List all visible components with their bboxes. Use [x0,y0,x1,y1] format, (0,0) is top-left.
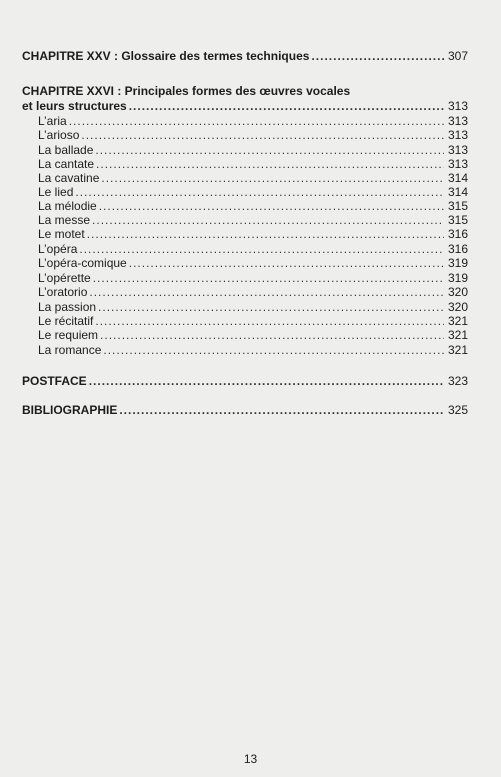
toc-subentry-label: La mélodie [38,199,97,213]
toc-entry-page: 307 [447,49,468,63]
toc-subentry-page: 315 [447,213,468,227]
toc-entry-postface [22,374,468,388]
leader-dots [119,403,444,417]
leader-dots [79,242,444,256]
toc-subentry [38,285,468,299]
toc-subentry-label: L’arioso [38,128,80,142]
toc-subentry [38,143,468,157]
toc-subentry-label: La messe [38,213,91,227]
toc-subentry [38,271,468,285]
toc-subentry [38,242,468,256]
toc-entry-page: 325 [447,403,468,417]
toc-entry-page: 313 [447,99,468,113]
leader-dots [103,343,444,357]
toc-subentry-page: 313 [447,114,468,128]
toc-subentry [38,157,468,171]
toc-subentry-label: L’aria [38,114,67,128]
leader-dots [311,49,444,63]
leader-dots [89,374,444,388]
toc-subentry [38,343,468,357]
toc-subentry-label: La cavatine [38,171,100,185]
toc-entry-bibliographie [22,403,468,417]
toc-subentry [38,114,468,128]
toc-subentry-page: 313 [447,143,468,157]
toc-subentry-page: 313 [447,157,468,171]
toc-subentry-label: La ballade [38,143,94,157]
toc-entry-page: 323 [447,374,468,388]
leader-dots [129,256,444,270]
toc-entry-title: POSTFACE [22,374,87,388]
toc-entry-chapitre-26 [22,99,468,113]
toc-subentry-label: Le récitatif [38,314,94,328]
toc-subentry-page: 320 [447,300,468,314]
toc-subentry-page: 319 [447,271,468,285]
toc-subentry [38,185,468,199]
leader-dots [87,227,444,241]
toc-subentry-label: L’oratorio [38,285,88,299]
leader-dots [75,185,444,199]
toc-subentry-page: 315 [447,199,468,213]
page-number: 13 [243,752,258,766]
toc-subentry [38,227,468,241]
toc-entry-title: BIBLIOGRAPHIE [22,403,118,417]
toc-subentry [38,128,468,142]
toc-subentry-page: 321 [447,328,468,342]
toc-subentry [38,300,468,314]
toc-entry-title: et leurs structures [22,99,127,113]
toc-subentry-label: L’opérette [38,271,91,285]
toc-subentry-page: 313 [447,128,468,142]
leader-dots [129,99,444,113]
toc-chapitre-26-title-line1: CHAPITRE XXVI : Principales formes des œuvres vocales [22,84,351,98]
toc-subentry-label: La romance [38,343,102,357]
toc-subentry [38,171,468,185]
leader-dots [101,171,444,185]
leader-dots [100,328,444,342]
leader-dots [92,213,444,227]
toc-subentry-page: 316 [447,242,468,256]
toc-subentry-page: 321 [447,343,468,357]
leader-dots [95,314,444,328]
leader-dots [89,285,444,299]
leader-dots [95,143,444,157]
leader-dots [81,128,444,142]
toc-subentry-page: 320 [447,285,468,299]
toc-subentry-label: Le motet [38,227,85,241]
toc-subentry-page: 319 [447,256,468,270]
leader-dots [98,300,444,314]
toc-subentry-label: Le lied [38,185,74,199]
toc-subentry [38,199,468,213]
toc-subentry-label: L’opéra [38,242,78,256]
toc-entry-title: CHAPITRE XXV : Glossaire des termes techniques [22,49,310,63]
toc-subentry-page: 314 [447,171,468,185]
toc-subentry [38,314,468,328]
toc-subentry [38,328,468,342]
toc-entry-chapitre-25 [22,49,468,63]
toc-subentry-page: 321 [447,314,468,328]
leader-dots [96,157,444,171]
toc-subentry [38,256,468,270]
leader-dots [69,114,444,128]
toc-subentry-page: 316 [447,227,468,241]
toc-subentry-label: La cantate [38,157,95,171]
toc-subentry-label: Le requiem [38,328,99,342]
toc-subentry-label: La passion [38,300,97,314]
toc-subentry-page: 314 [447,185,468,199]
leader-dots [93,271,444,285]
leader-dots [99,199,444,213]
toc-subentry [38,213,468,227]
toc-subentry-label: L’opéra-comique [38,256,127,270]
